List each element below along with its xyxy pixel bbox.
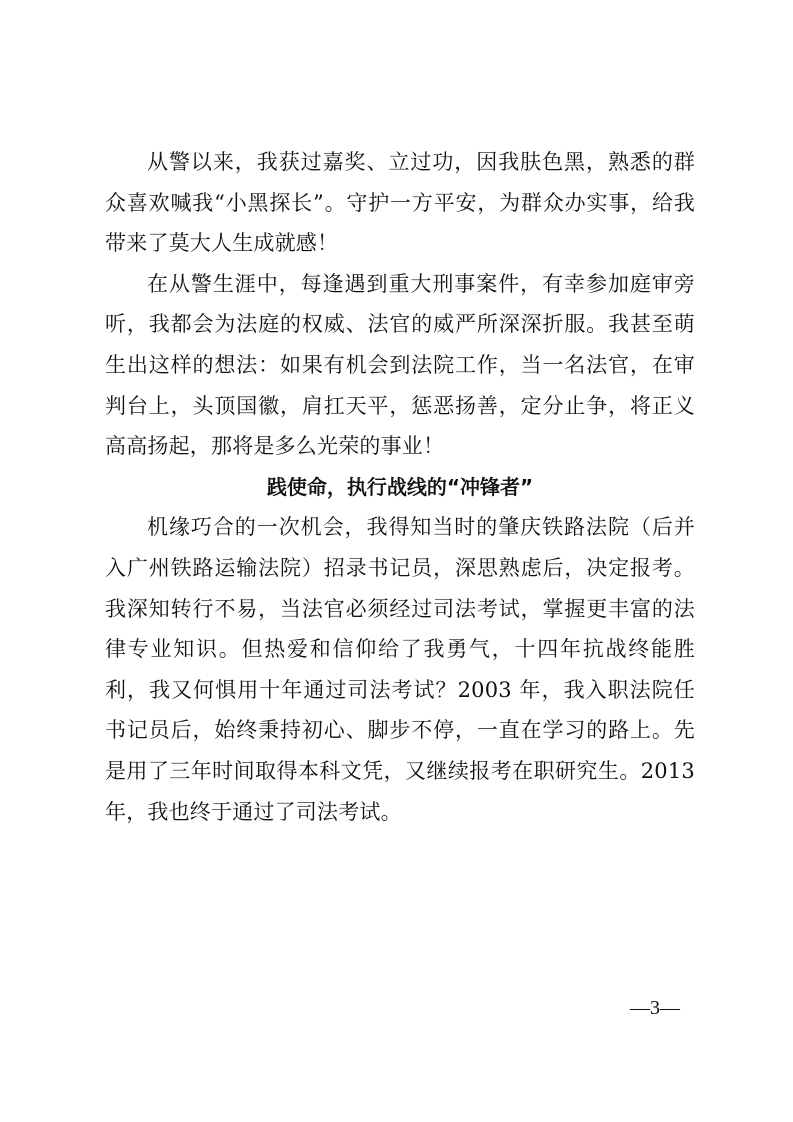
paragraph-career-change: 机缘巧合的一次机会，我得知当时的肇庆铁路法院（后并入广州铁路运输法院）招录书记员，深思熟虑后，决定报考。我深知转行不易，当法官必须经过司法考试，掌握更丰富的法律专业知识。但热爱和信仰给了我勇气，十四年抗战终能胜利，我又何惧用十年通过司法考试？2003 年，我入职法院任书记员后，始终秉持初心、脚步不停，一直在学习的路上。先是用了三年时间取得本科文凭，又继续报考在职研究生。2013 年，我也终于通过了司法考试。 [105,515,695,824]
paragraph-court-aspiration: 在从警生涯中，每逢遇到重大刑事案件，有幸参加庭审旁听，我都会为法庭的权威、法官的威严所深深折服。我甚至萌生出这样的想法：如果有机会到法院工作，当一名法官，在审判台上，头顶国徽，肩扛天平，惩恶扬善，定分止争，将正义高高扬起，那将是多么光荣的事业！ [105,271,695,459]
paragraph-honors: 从警以来，我获过嘉奖、立过功，因我肤色黑，熟悉的群众喜欢喊我“小黑探长”。守护一方平安，为群众办实事，给我带来了莫大人生成就感！ [105,150,695,256]
section-heading: 践使命，执行战线的“冲锋者” [266,474,534,499]
page-number: —3— [630,997,680,1019]
document-body [105,142,695,832]
